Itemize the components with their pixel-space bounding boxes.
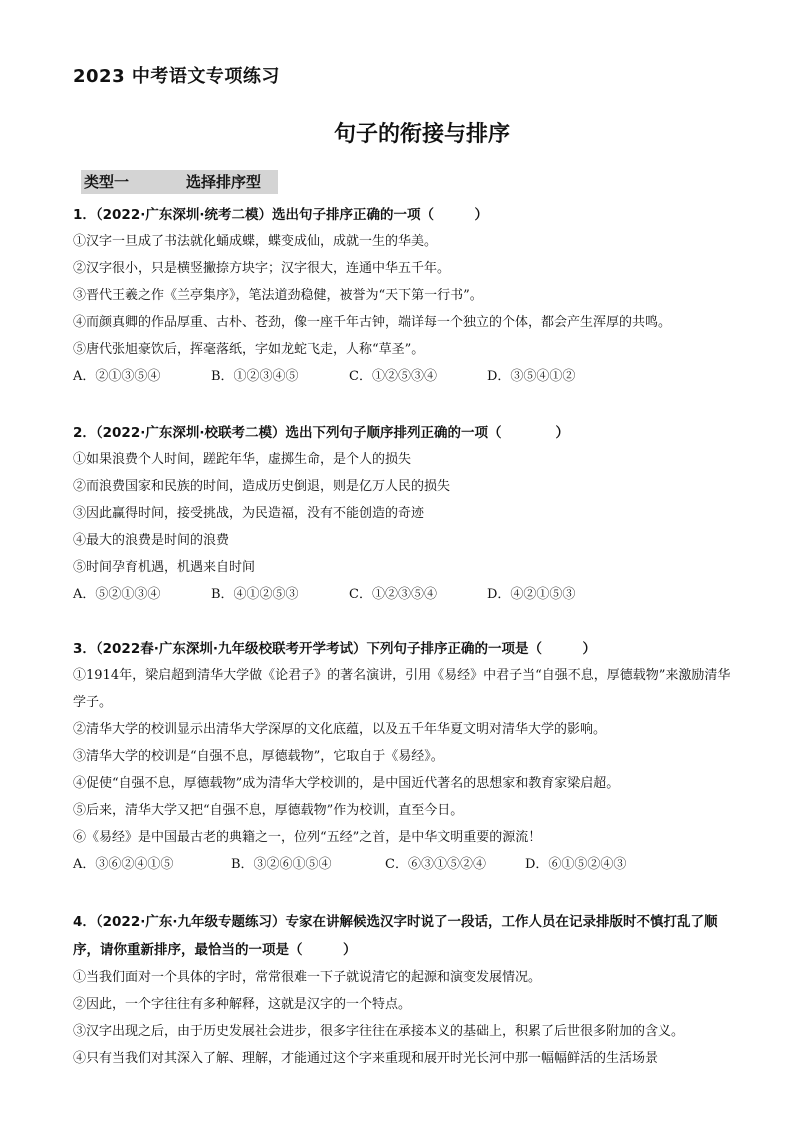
question-4-stem: 4．（2022·广东·九年级专题练习）专家在讲解候选汉字时说了一段话，工作人员在记录排版时不慎打乱了顺序，请你重新排序，最恰当的一项是（ ） xyxy=(73,914,718,958)
question-3-sentence-6: ⑥《易经》是中国最古老的典籍之一，位列“五经”之首，是中华文明重要的源流！ xyxy=(73,830,542,845)
question-3-sentence-4: ④促使“自强不息，厚德载物”成为清华大学校训的，是中国近代著名的思想家和教育家梁启超。 xyxy=(73,776,620,791)
question-3 xyxy=(73,636,733,879)
series-header: 2023 中考语文专项练习 xyxy=(73,66,280,87)
question-2-options xyxy=(73,581,733,609)
option-b[interactable]: B．①②③④⑤ xyxy=(211,369,299,384)
section-label: 类型一 xyxy=(84,173,130,191)
question-2-sentence-4: ④最大的浪费是时间的浪费 xyxy=(73,533,230,548)
question-2-sentence-2: ②而浪费国家和民族的时间，造成历史倒退，则是亿万人民的损失 xyxy=(73,479,451,494)
section-type-bar xyxy=(81,170,278,194)
question-3-sentence-1: ①1914年，梁启超到清华大学做《论君子》的著名演讲，引用《易经》中君子当“自强不息，厚德载物”来激励清华学子。 xyxy=(73,668,731,710)
question-3-stem: 3．（2022春·广东深圳·九年级校联考开学考试）下列句子排序正确的一项是（ ） xyxy=(73,641,596,657)
question-4-sentence-2: ②因此，一个字往往有多种解释，这就是汉字的一个特点。 xyxy=(73,997,412,1012)
question-4-sentence-4: ④只有当我们对其深入了解、理解，才能通过这个字来重现和展开时光长河中那一幅幅鲜活的生活场景 xyxy=(73,1051,659,1066)
option-c[interactable]: C．①②⑤③④ xyxy=(349,369,437,384)
question-2 xyxy=(73,420,733,609)
option-a[interactable]: A．⑤②①③④ xyxy=(73,587,161,602)
question-2-sentence-3: ③因此赢得时间，接受挑战，为民造福，没有不能创造的奇迹 xyxy=(73,506,425,521)
question-1-options xyxy=(73,363,733,391)
option-a[interactable]: A．②①③⑤④ xyxy=(73,369,161,384)
question-2-sentence-1: ①如果浪费个人时间，蹉跎年华，虚掷生命，是个人的损失 xyxy=(73,452,412,467)
option-a[interactable]: A．③⑥②④①⑤ xyxy=(73,857,174,872)
question-3-sentence-2: ②清华大学的校训显示出清华大学深厚的文化底蕴，以及五千年华夏文明对清华大学的影响。 xyxy=(73,722,607,737)
option-d[interactable]: D．⑥①⑤②④③ xyxy=(525,857,627,872)
question-4-sentence-1: ①当我们面对一个具体的字时，常常很难一下子就说清它的起源和演变发展情况。 xyxy=(73,970,542,985)
option-b[interactable]: B．④①②⑤③ xyxy=(211,587,299,602)
document-title: 句子的衔接与排序 xyxy=(333,122,510,147)
question-1 xyxy=(73,202,733,391)
question-3-options xyxy=(73,851,733,879)
question-1-sentence-3: ③晋代王羲之作《兰亭集序》，笔法道劲稳健，被誉为“天下第一行书”。 xyxy=(73,288,483,303)
option-d[interactable]: D．④②①⑤③ xyxy=(487,587,576,602)
question-1-stem: 1．（2022·广东深圳·统考二模）选出句子排序正确的一项（ ） xyxy=(73,207,488,223)
question-1-sentence-4: ④而颜真卿的作品厚重、古朴、苍劲，像一座千年古钟，端详每一个独立的个体，都会产生浑厚的共鸣。 xyxy=(73,315,672,330)
question-1-sentence-2: ②汉字很小，只是横竖撇捺方块字；汉字很大，连通中华五千年。 xyxy=(73,261,451,276)
section-name: 选择排序型 xyxy=(186,173,262,191)
question-4 xyxy=(73,908,733,1072)
question-2-sentence-5: ⑤时间孕育机遇，机遇来自时间 xyxy=(73,560,256,575)
option-c[interactable]: C．⑥③①⑤②④ xyxy=(385,857,486,872)
question-2-stem: 2．（2022·广东深圳·校联考二模）选出下列句子顺序排列正确的一项（ ） xyxy=(73,425,569,441)
question-1-sentence-1: ①汉字一旦成了书法就化蛹成蝶，蝶变成仙，成就一生的华美。 xyxy=(73,234,438,249)
question-4-sentence-3: ③汉字出现之后，由于历史发展社会进步，很多字往往在承接本义的基础上，积累了后世很多附加的含义。 xyxy=(73,1024,685,1039)
question-1-sentence-5: ⑤唐代张旭豪饮后，挥毫落纸，字如龙蛇飞走，人称“草圣”。 xyxy=(73,342,425,357)
question-3-sentence-3: ③清华大学的校训是“自强不息，厚德载物”，它取自于《易经》。 xyxy=(73,749,444,764)
question-3-sentence-5: ⑤后来，清华大学又把“自强不息，厚德载物”作为校训，直至今日。 xyxy=(73,803,464,818)
option-b[interactable]: B．③②⑥①⑤④ xyxy=(231,857,332,872)
option-c[interactable]: C．①②③⑤④ xyxy=(349,587,437,602)
option-d[interactable]: D．③⑤④①② xyxy=(487,369,576,384)
